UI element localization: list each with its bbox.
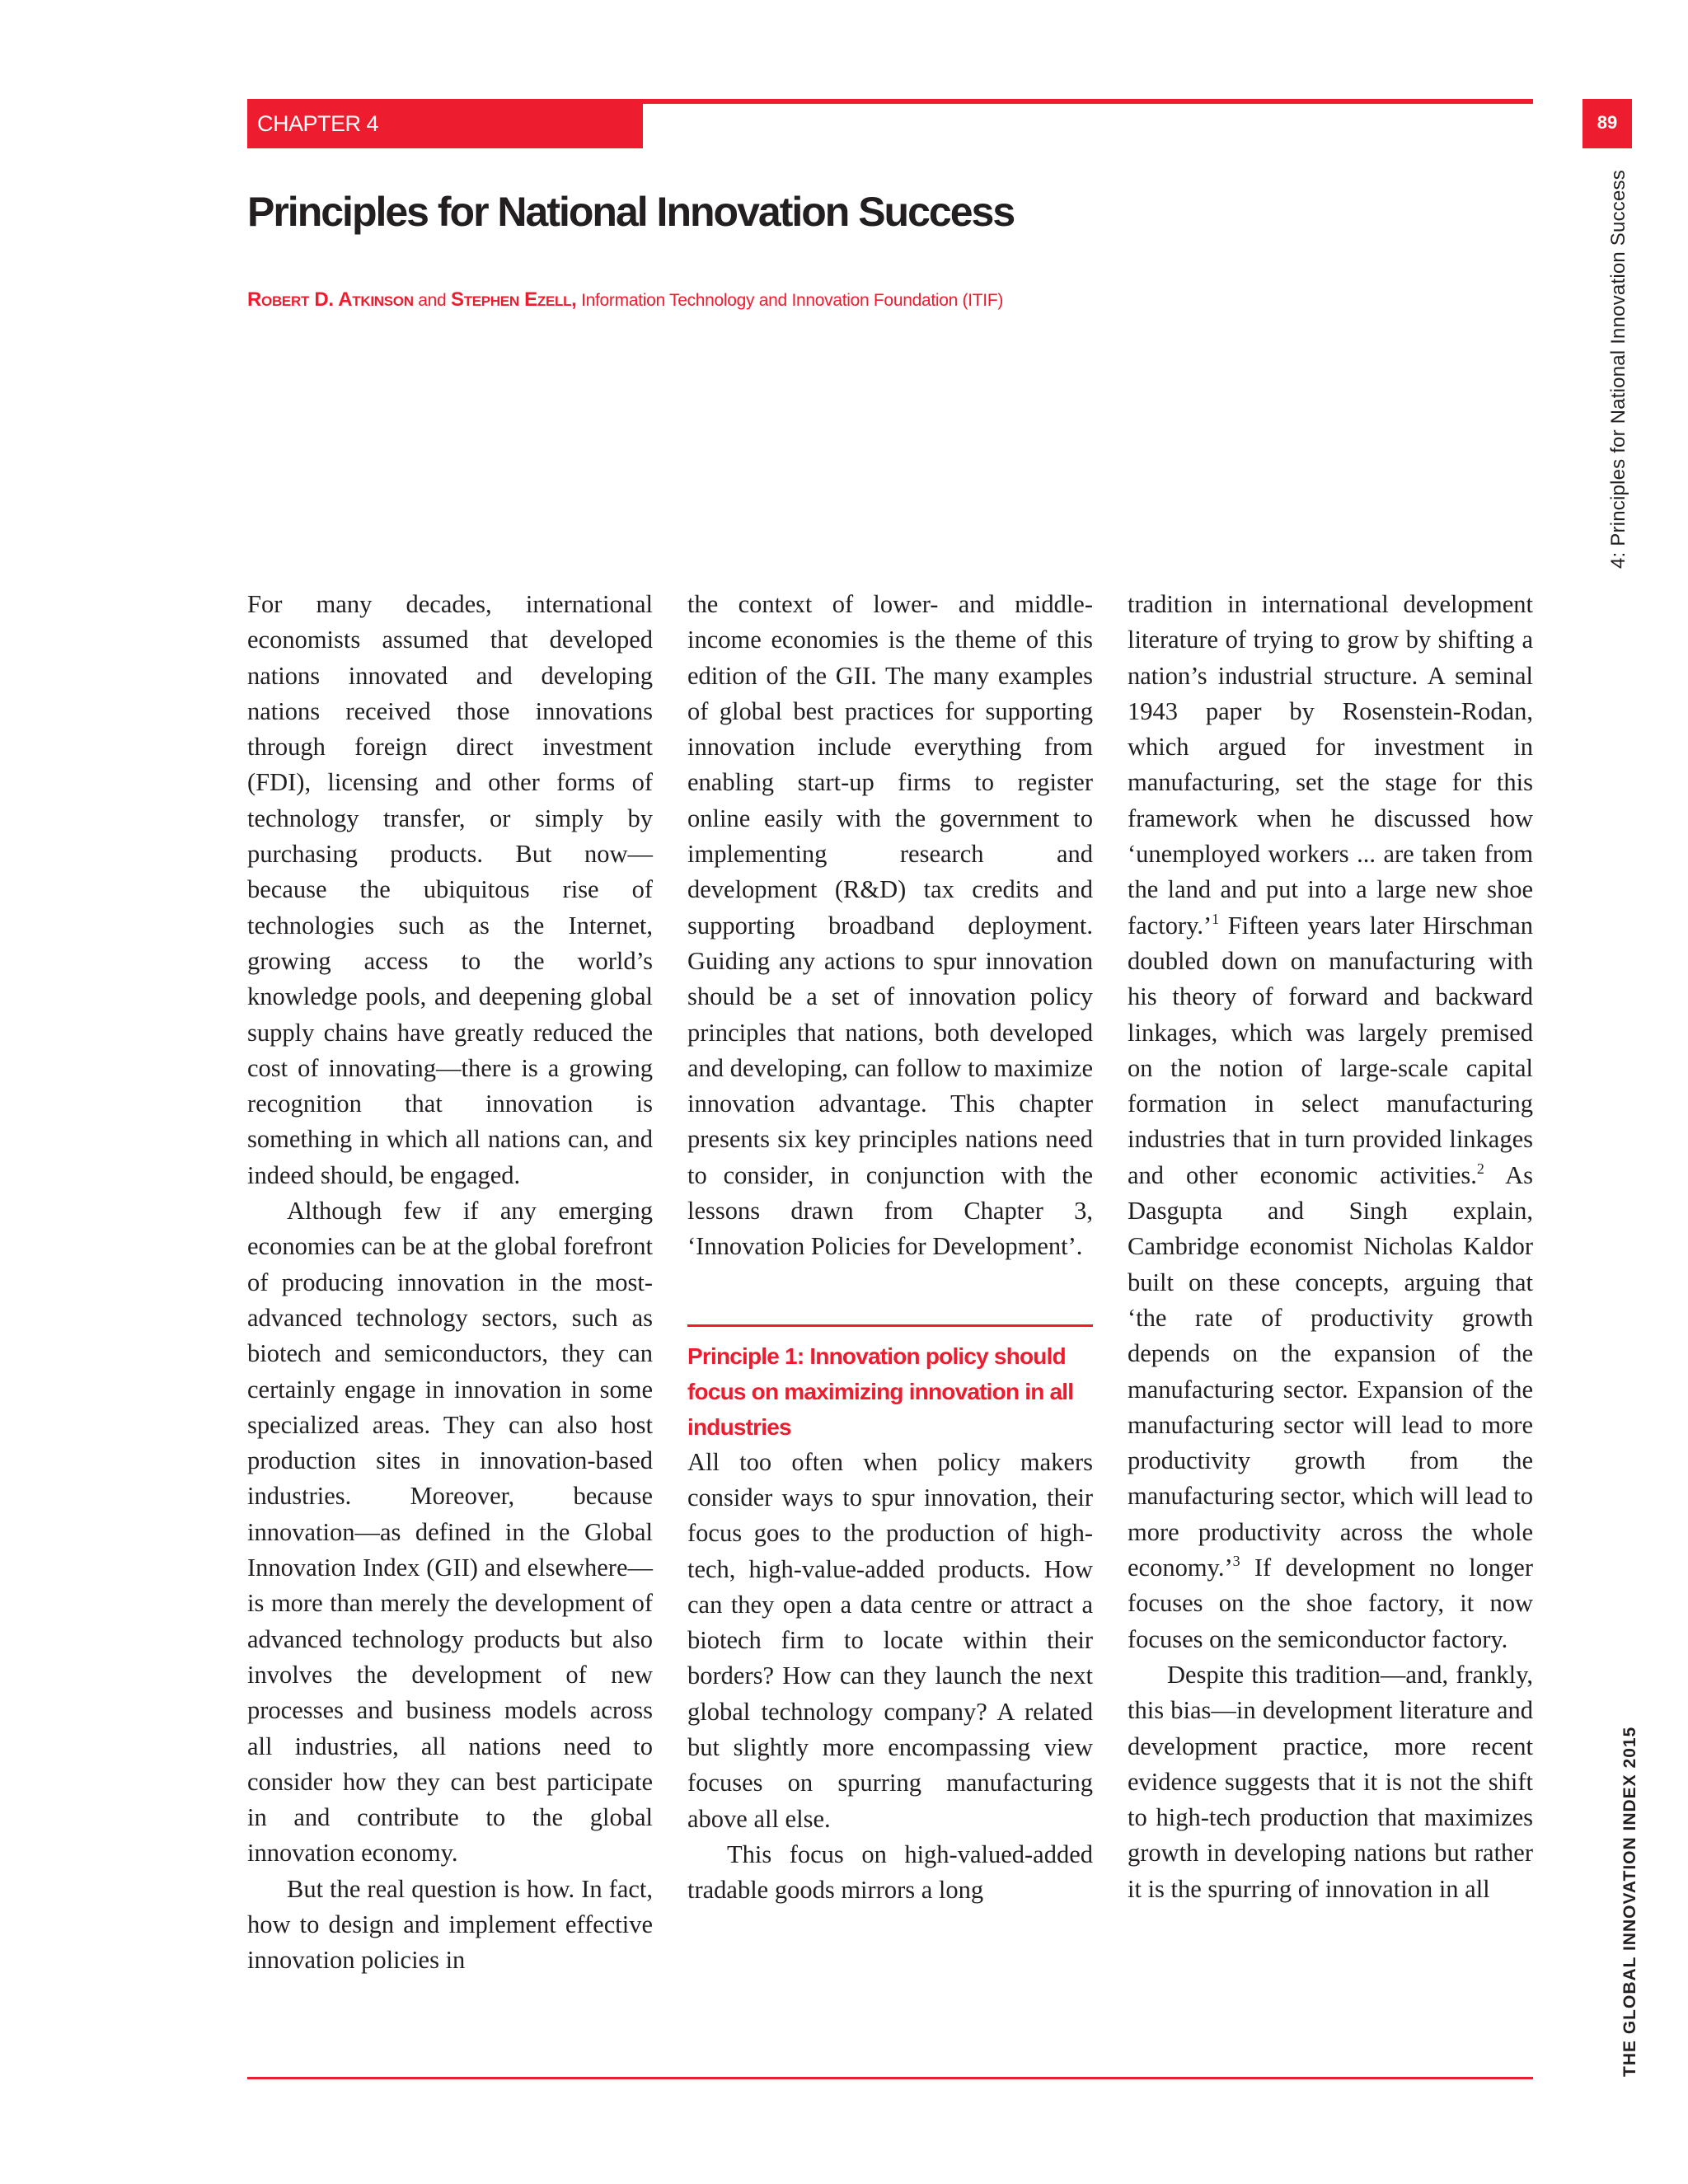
paragraph: the context of lower- and middle-income economies is the theme of this edition of the GII. The many examples of global best practices for supporting innovation include everything from enabling start-up firms to register online easily with the government to implementing research and development (R&D) tax credits and supporting broadband deployment. Guiding any actions to spur innovation should be a set of innovation policy principles that nations, both developed and developing, can follow to maximize innovation advantage. This chapter presents six key principles nations need to consider, in conjunction with the lessons drawn from Chapter 3, ‘Innovation Policies for Development’.: [687, 590, 1093, 1261]
footnote-ref: 2: [1476, 1160, 1484, 1177]
paragraph: For many decades, international economists assumed that developed nations innovated and developing nations received those innovations through foreign direct investment (FDI), licensing and other forms of technology transfer, or simply by purchasing products. But now—because the ubiquitous rise of technologies such as the Internet, growing access to the world’s knowledge pools, and deepening global supply chains have greatly reduced the cost of innovating—there is a growing recognition that innovation is something in which all nations can, and indeed should, be engaged.: [247, 590, 653, 1189]
paragraph: This focus on high-valued-added tradable goods mirrors a long: [687, 1840, 1093, 1905]
footer-rule: [247, 2077, 1533, 2079]
chapter-label: CHAPTER 4: [247, 99, 643, 148]
author-name: Stephen Ezell,: [450, 288, 577, 311]
paragraph: Despite this tradition—and, frankly, this bias—in development literature and development practice, more recent evidence suggests that it is not the shift to high-tech production that maximizes growth in developing nations but rather it is the spurring of innovation in all: [1128, 1660, 1533, 1903]
author-name: Robert D. Atkinson: [247, 288, 414, 311]
footnote-ref: 3: [1232, 1553, 1240, 1570]
paragraph: All too often when policy makers consider ways to spur innovation, their focus goes to the production of high-tech, high-value-added products. How can they open a data centre or attract a biotech firm to locate within their borders? How can they launch the next global technology company? A related but slightly more encompassing view focuses on spurring manufacturing above all else.: [687, 1447, 1093, 1833]
text-column-1: [247, 587, 653, 1979]
section-rule: [687, 1324, 1093, 1327]
paragraph: But the real question is how. In fact, how to design and implement effective innovation policies in: [247, 1874, 653, 1975]
page-title: Principles for National Innovation Success: [247, 189, 1015, 235]
text-run: As Dasgupta and Singh explain, Cambridge economist Nicholas Kaldor built on these concepts, arguing that ‘the rate of productivity growth depends on the expansion of the manufacturing sector. Expansion of the manufacturing sector will lead to more productivity growth from the manufacturing sector, which will lead to more productivity across the whole economy.’: [1128, 1160, 1533, 1582]
footnote-ref: 1: [1212, 910, 1220, 927]
publication-title: THE GLOBAL INNOVATION INDEX 2015: [1620, 1726, 1639, 2077]
page-number: 89: [1582, 99, 1632, 148]
text-run: tradition in international development literature of trying to grow by shifting a nation’s industrial structure. A seminal 1943 paper by Rosenstein-Rodan, which argued for investment in manufacturing, set the stage for this framework when he discussed how ‘unemployed workers ... are taken from the land and put into a large new shoe factory.’: [1128, 590, 1533, 940]
text-column-3: [1128, 587, 1533, 1907]
author-affiliation: Information Technology and Innovation Foundation (ITIF): [581, 291, 1004, 310]
text-run: Fifteen years later Hirschman doubled down on manufacturing with his theory of forward and backward linkages, which was largely premised on the notion of large-scale capital formation in select manufacturing industries that in turn provided linkages and other economic activities.: [1128, 911, 1533, 1189]
section-heading: Principle 1: Innovation policy should focus on maximizing innovation in all industries: [687, 1343, 1074, 1440]
text-run: If development no longer focuses on the shoe factory, it now focuses on the semiconductor factory.: [1128, 1554, 1533, 1653]
text-column-2: [687, 587, 1093, 1909]
author-line: [247, 288, 1003, 312]
chapter-header-bar: [247, 99, 1533, 148]
author-conjunction: and: [418, 291, 447, 310]
paragraph: [1128, 587, 1533, 1657]
paragraph: Although few if any emerging economies can be at the global forefront of producing innovation in the most-advanced technology sectors, such as biotech and semiconductors, they can certainly engage in innovation in some specialized areas. They can also host production sites in innovation-based industries. Moreover, because innovation—as defined in the Global Innovation Index (GII) and elsewhere—is more than merely the development of advanced technology products but also involves the development of new processes and business models across all industries, all nations need to consider how they can best participate in and contribute to the global innovation economy.: [247, 1197, 653, 1868]
running-title: 4: Principles for National Innovation Success: [1607, 170, 1629, 569]
